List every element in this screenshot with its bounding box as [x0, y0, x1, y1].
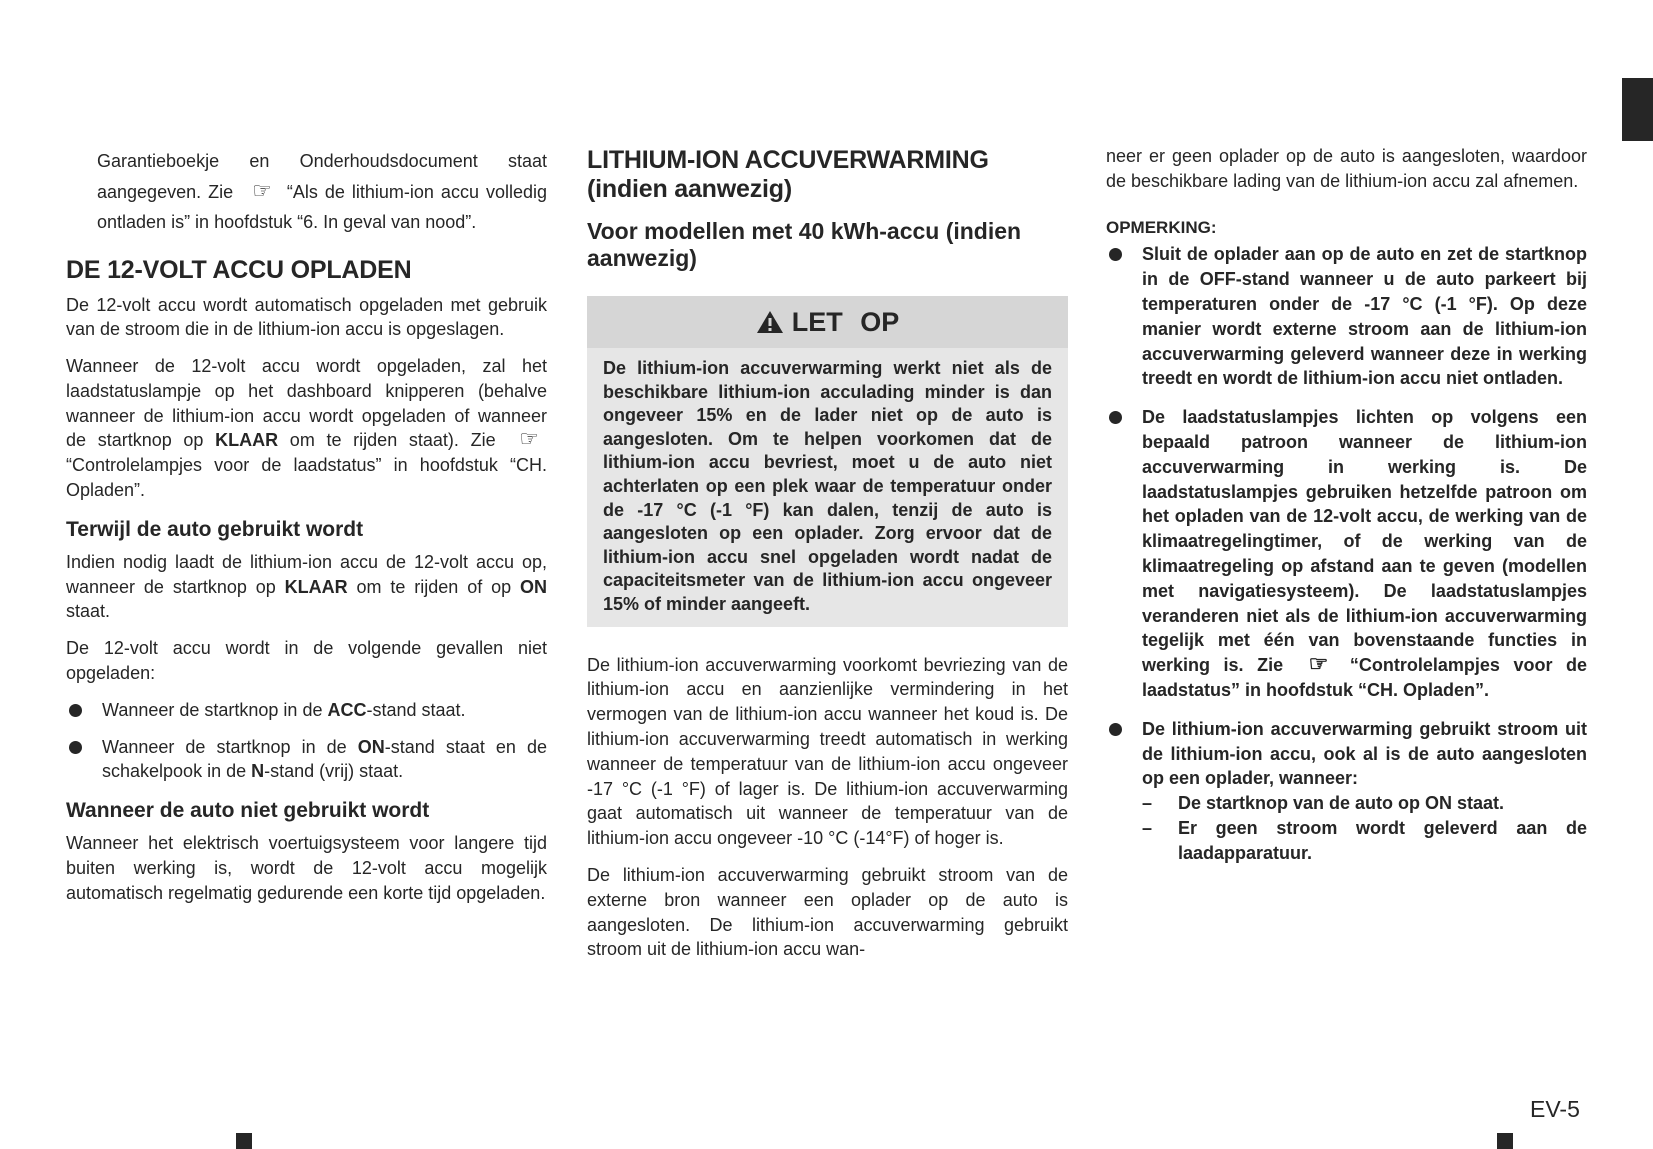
paragraph — [587, 653, 1068, 851]
subheading-not-in-use: Wanneer de auto niet gebruikt wordt — [66, 799, 430, 823]
paragraph — [587, 863, 1068, 962]
list-item-text — [1142, 244, 1587, 388]
crop-mark-right — [1497, 1133, 1513, 1149]
text: De 12-volt accu wordt automatisch opgeladen met gebruik van de stroom die in de lithium-ion accu is opgeslagen. — [66, 294, 547, 340]
bold-text: ACC — [327, 699, 367, 720]
paragraph — [66, 550, 547, 624]
text: Wanneer het elektrisch voertuigsysteem voor langere tijd buiten werking is, wordt de 12-volt accu mogelijk automatisch regelmatig gedurende een korte tijd opgeladen. — [66, 833, 547, 903]
pointing-hand-icon: ☞ — [1308, 651, 1329, 677]
note-label: OPMERKING: — [1106, 217, 1217, 237]
pointing-hand-icon: ☞ — [252, 177, 272, 203]
text: staat. — [66, 601, 111, 622]
text: De laadstatuslampjes lichten op volgens een bepaald patroon wanneer de lithium-ion accuverwarming in werking is. De laadstatuslampjes gebruiken hetzelfde patroon om het opladen van de 12-volt accu, de werking van de klimaatregelingtimer, of de werking van de klimaatregeling op afstand aan te geven (modellen met navigatiesysteem). De laadstatuslampjes veranderen niet als de lithium-ion accuverwarming tegelijk met één van bovenstaande functies in werking is. Zie — [1142, 407, 1587, 676]
text: Indien nodig laadt de lithium-ion accu de 12-volt accu op, wanneer de startknop op — [66, 551, 547, 597]
list-item — [66, 735, 547, 785]
subheading-40kwh: Voor modellen met 40 kWh-accu (indien aanwezig) — [587, 218, 1022, 271]
list-item — [66, 698, 547, 723]
bullet-icon — [1109, 723, 1122, 736]
column-2 — [587, 146, 1068, 974]
warning-triangle-icon — [756, 310, 784, 334]
section-heading-heater: LITHIUM-ION ACCUVERWARMING (indien aanwezig) — [587, 146, 989, 203]
dash-icon: – — [1142, 793, 1153, 814]
text: Sluit de oplader aan op de auto en zet de startknop in de OFF-stand wanneer u de auto parkeert bij temperaturen onder de -17 °C (-1 °F). Op deze manier wordt externe stroom aan de lithium-ion accuverwarming geleverd wanneer deze in werking treedt en wordt de lithium-ion accu niet ontladen. — [1142, 244, 1587, 389]
page-number: EV-5 — [1530, 1096, 1580, 1122]
text: De lithium-ion accuverwarming gebruikt stroom van de externe bron wanneer een oplader op de auto is aangesloten. De lithium-ion accuverwarming gebruikt stroom uit de lithium-ion accu wan- — [587, 864, 1068, 960]
bullet-icon — [69, 741, 82, 754]
list-item-text — [1142, 407, 1587, 700]
text: De lithium-ion accuverwarming gebruikt stroom uit de lithium-ion accu, ook al is de auto aangesloten op een oplader, wanneer: — [1142, 718, 1587, 789]
paragraph — [1106, 144, 1587, 194]
bold-text: KLAAR — [284, 576, 348, 597]
caution-header — [587, 296, 1068, 348]
text: -stand (vrij) staat. — [264, 761, 404, 782]
text: Garantieboekje en Onderhoudsdocument staat aangegeven. Zie — [97, 151, 547, 202]
paragraph — [66, 293, 547, 343]
text: De lithium-ion accuverwarming voorkomt bevriezing van de lithium-ion accu en aanzienlijke vermindering in het vermogen van de lithium-ion accu wanneer het koud is. De lithium-ion accuverwarming treedt automatisch in werking wanneer de temperatuur van de lithium-ion accu ongeveer -17 °C (-1 °F) of lager is. De lithium-ion accuverwarming gaat automatisch uit wanneer de temperatuur van de lithium-ion accu ongeveer -10 °C (-14°F) of hoger is. — [587, 654, 1068, 849]
bullet-icon — [1109, 248, 1122, 261]
bullet-icon — [1109, 411, 1122, 424]
list-item-text — [102, 700, 466, 720]
caution-box — [587, 296, 1068, 627]
paragraph — [66, 354, 547, 503]
list-item-text — [102, 737, 547, 782]
list-item — [1106, 405, 1587, 703]
pointing-hand-icon: ☞ — [519, 426, 539, 452]
list-item — [1106, 717, 1587, 866]
text: “Als de lithium-ion accu volledig ontladen is” in hoofdstuk “6. In geval van nood”. — [97, 181, 547, 232]
bold-text: KLAAR — [215, 430, 279, 451]
text: om te rijden staat). Zie — [278, 430, 508, 451]
text: neer er geen oplader op de auto is aangesloten, waardoor de beschikbare lading van de lithium-ion accu zal afnemen. — [1106, 146, 1587, 191]
subheading-in-use: Terwijl de auto gebruikt wordt — [66, 517, 364, 541]
bullet-icon — [69, 704, 82, 717]
section-heading-12v: DE 12-VOLT ACCU OPLADEN — [66, 255, 412, 284]
caution-text: De lithium-ion accuverwarming werkt niet als de beschikbare lithium-ion acculading minder is dan ongeveer 15% en de lader niet op de auto is aangesloten. Om te helpen voorkomen dat de lithium-ion accu bevriest, moet u de auto niet achterlaten op een plek waar de temperatuur onder de -17 °C (-1 °F) kan dalen, tenzij de auto is aangesloten op een oplader. Zorg ervoor dat de lithium-ion accu snel opgeladen wordt nadat de capaciteitsmeter van de lithium-ion accu ongeveer 15% of minder aangeeft. — [603, 358, 1052, 614]
intro-paragraph — [66, 146, 547, 238]
text: Wanneer de startknop in de — [102, 736, 358, 757]
column-3 — [1106, 144, 1587, 866]
sub-list-item — [1142, 816, 1587, 866]
list-item — [1106, 242, 1587, 391]
text: “Controlelampjes voor de laadstatus” in hoofdstuk “CH. Opladen”. — [1142, 655, 1588, 700]
text: -stand staat en de schakelpook in de — [102, 736, 547, 782]
text: “Controlelampjes voor de laadstatus” in hoofdstuk “CH. Opladen”. — [66, 455, 547, 501]
text: -stand staat. — [366, 699, 466, 720]
paragraph — [66, 636, 547, 686]
text: De 12-volt accu wordt in de volgende gevallen niet opgeladen: — [66, 638, 547, 684]
text: om te rijden of op — [347, 576, 520, 597]
column-1 — [66, 146, 547, 918]
sub-list-item-text: De startknop van de auto op ON staat. — [1178, 793, 1505, 814]
text: Wanneer de 12-volt accu wordt opgeladen, zal het laadstatuslampje op het dashboard knipperen (behalve wanneer de lithium-ion accu wordt opgeladen of wanneer de startknop op — [66, 356, 547, 451]
text: Wanneer de startknop in de — [102, 699, 328, 720]
caution-title: LET OP — [791, 306, 900, 337]
dash-icon: – — [1142, 817, 1153, 838]
crop-mark-left — [236, 1133, 252, 1149]
paragraph — [66, 831, 547, 905]
chapter-tab-marker — [1622, 78, 1653, 141]
bold-text: ON — [519, 576, 547, 597]
sub-list-item-text: Er geen stroom wordt geleverd aan de laadapparatuur. — [1178, 817, 1587, 863]
bold-text: ON — [357, 736, 385, 757]
bold-text: N — [251, 761, 265, 782]
list-item-text — [1142, 719, 1587, 789]
sub-list-item — [1142, 791, 1587, 816]
